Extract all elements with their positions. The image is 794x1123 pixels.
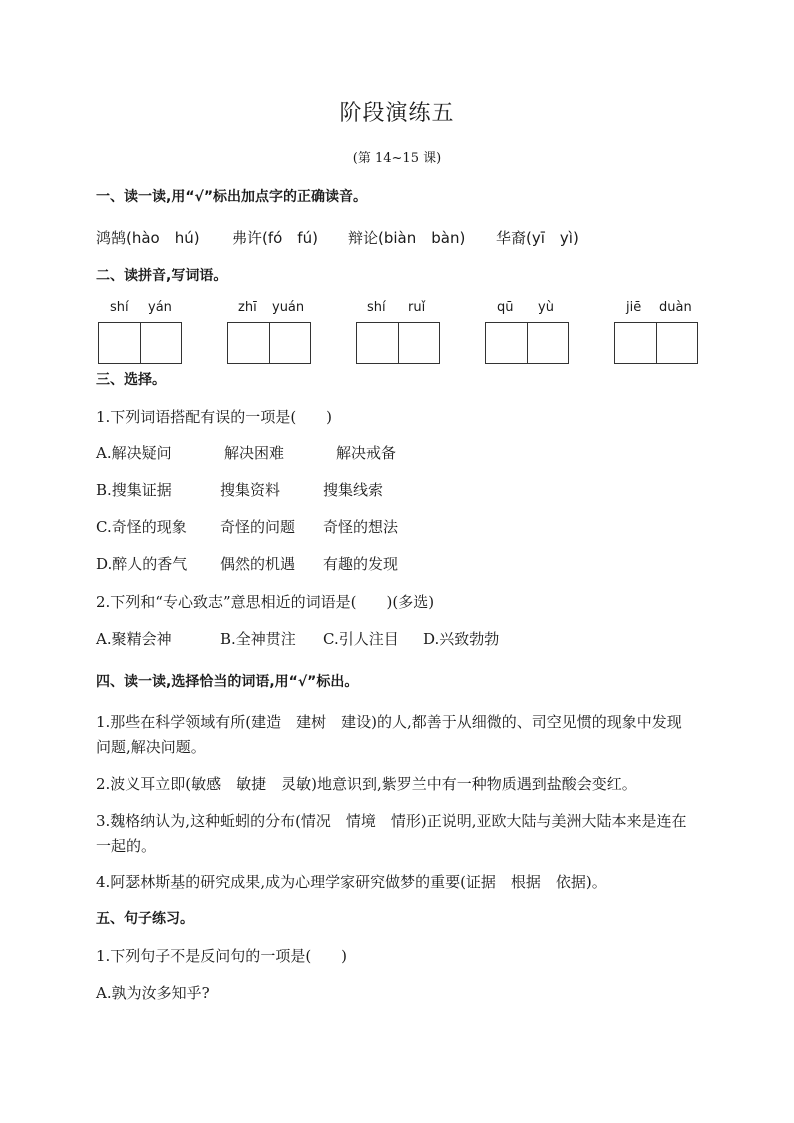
- pinyin-label: duàn: [659, 300, 692, 315]
- question-4-4: 4.阿瑟林斯基的研究成果,成为心理学家研究做梦的重要(证据 根据 依据)。: [96, 873, 607, 891]
- writing-cell[interactable]: [99, 323, 140, 363]
- option-d: D.醉人的香气: [96, 555, 188, 573]
- writing-cell[interactable]: [656, 323, 698, 363]
- option-c-word: 奇怪的问题: [220, 518, 296, 536]
- option-c: C.引人注目: [323, 630, 399, 648]
- question-4-2: 2.波义耳立即(敏感 敏捷 灵敏)地意识到,紫罗兰中有一种物质遇到盐酸会变红。: [96, 775, 637, 793]
- question-4-3: 3.魏格纳认为,这种蚯蚓的分布(情况 情境 情形)正说明,亚欧大陆与美洲大陆本来是连在一起的。: [96, 812, 687, 855]
- writing-cell[interactable]: [615, 323, 656, 363]
- writing-cell[interactable]: [486, 323, 527, 363]
- option-b-word: 搜集线索: [323, 481, 384, 499]
- pronunciation-item: 鸿鹄(hào hú): [96, 229, 200, 247]
- writing-box-pair[interactable]: [614, 322, 698, 364]
- option-d: D.兴致勃勃: [423, 630, 500, 648]
- pinyin-label: yuán: [272, 300, 305, 315]
- section-4-heading: 四、读一读,选择恰当的词语,用“√”标出。: [96, 674, 359, 690]
- writing-cell[interactable]: [398, 323, 440, 363]
- pinyin-label: yù: [538, 300, 554, 315]
- pronunciation-item: 弗许(fó fú): [232, 229, 318, 247]
- question-5-1: 1.下列句子不是反问句的一项是( ): [96, 947, 348, 965]
- option-a: A.聚精会神: [96, 630, 172, 648]
- section-5-heading: 五、句子练习。: [96, 911, 194, 927]
- writing-cell[interactable]: [357, 323, 398, 363]
- pinyin-row: [0, 300, 794, 324]
- question-4-1: 1.那些在科学领域有所(建造 建树 建设)的人,都善于从细微的、司空见惯的现象中发现问题,解决问题。: [96, 713, 682, 756]
- writing-cell[interactable]: [269, 323, 311, 363]
- section-2-heading: 二、读拼音,写词语。: [96, 268, 228, 284]
- option-a-word: 解决戒备: [336, 444, 397, 462]
- pronunciation-item: 辩论(biàn bàn): [348, 229, 466, 247]
- pinyin-label: shí: [367, 300, 386, 315]
- question-3-1: 1.下列词语搭配有误的一项是( ): [96, 408, 333, 426]
- page-subtitle: (第 14~15 课): [352, 151, 442, 166]
- option-c: C.奇怪的现象: [96, 518, 187, 536]
- page-title: 阶段演练五: [339, 101, 455, 126]
- pinyin-label: jiē: [626, 300, 642, 315]
- pinyin-label: qū: [497, 300, 514, 315]
- pinyin-label: shí: [110, 300, 129, 315]
- option-b: B.搜集证据: [96, 481, 172, 499]
- writing-cell[interactable]: [140, 323, 182, 363]
- option-a: A.孰为汝多知乎?: [96, 984, 210, 1002]
- option-c-word: 奇怪的想法: [323, 518, 399, 536]
- option-a: A.解决疑问: [96, 444, 172, 462]
- section-3-heading: 三、选择。: [96, 372, 166, 388]
- option-a-word: 解决困难: [224, 444, 285, 462]
- option-d-word: 有趣的发现: [323, 555, 399, 573]
- option-d-word: 偶然的机遇: [220, 555, 296, 573]
- writing-box-pair[interactable]: [227, 322, 311, 364]
- option-b-word: 搜集资料: [220, 481, 281, 499]
- writing-cell[interactable]: [527, 323, 569, 363]
- pinyin-label: yán: [148, 300, 172, 315]
- pinyin-label: zhī: [238, 300, 257, 315]
- section-1-heading: 一、读一读,用“√”标出加点字的正确读音。: [96, 189, 368, 205]
- writing-box-pair[interactable]: [485, 322, 569, 364]
- writing-box-pair[interactable]: [98, 322, 182, 364]
- writing-cell[interactable]: [228, 323, 269, 363]
- question-3-2: 2.下列和“专心致志”意思相近的词语是( )(多选): [96, 593, 435, 611]
- option-b: B.全神贯注: [220, 630, 296, 648]
- pinyin-label: ruǐ: [408, 300, 426, 315]
- writing-box-pair[interactable]: [356, 322, 440, 364]
- pronunciation-item: 华裔(yī yì): [496, 229, 579, 247]
